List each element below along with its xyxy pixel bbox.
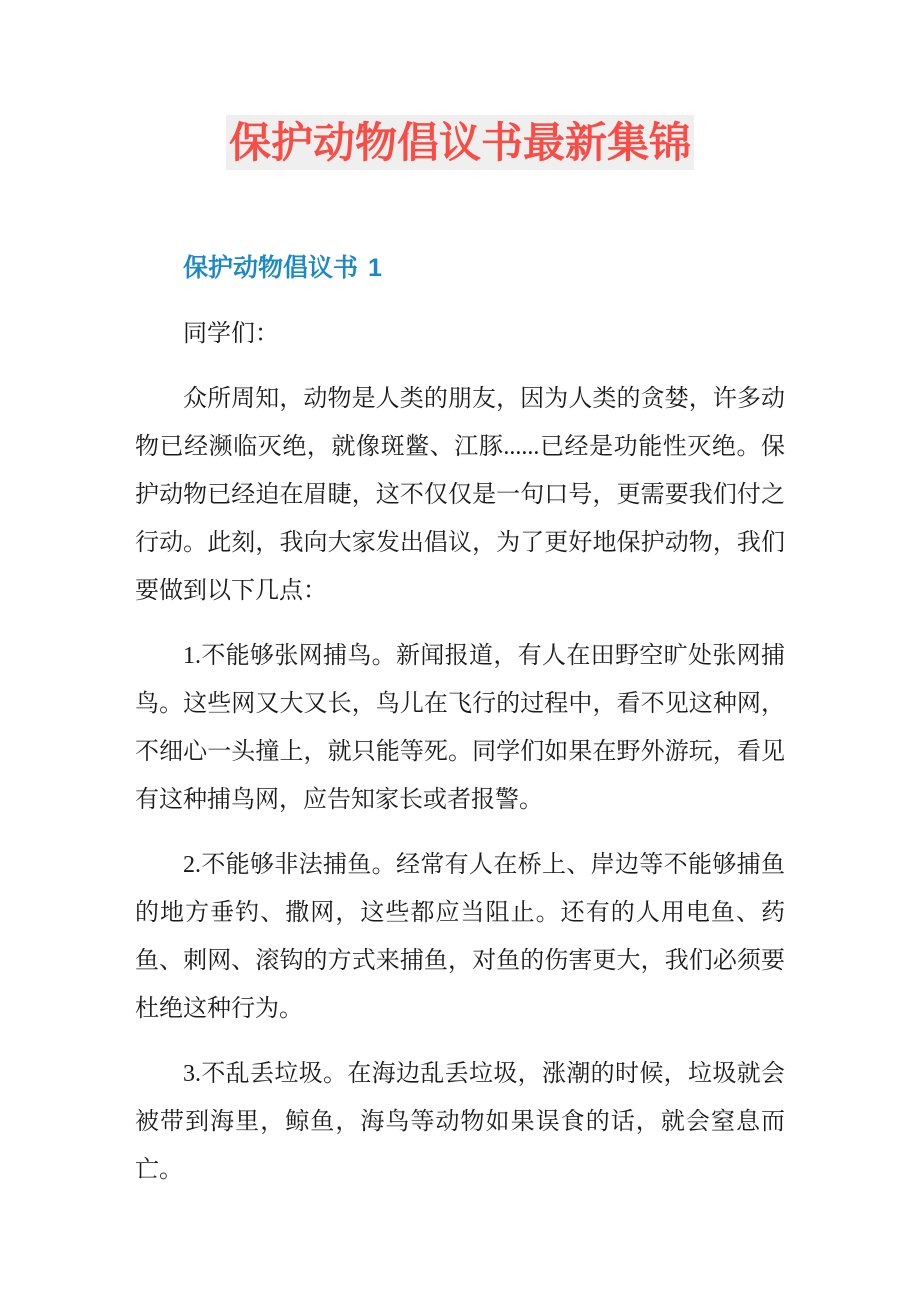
section-number: 1 bbox=[368, 254, 382, 282]
paragraph-point-1: 1.不能够张网捕鸟。新闻报道，有人在田野空旷处张网捕鸟。这些网又大又长，鸟儿在飞行的过程中，看不见这种网，不细心一头撞上，就只能等死。同学们如果在野外游玩，看见有这种捕鸟网，应告知家长或者报警。 bbox=[135, 643, 785, 813]
document-body bbox=[135, 310, 785, 1194]
paragraph-point-2: 2.不能够非法捕鱼。经常有人在桥上、岸边等不能够捕鱼的地方垂钓、撒网，这些都应当阻止。还有的人用电鱼、药鱼、刺网、滚钩的方式来捕鱼，对鱼的伤害更大，我们必须要杜绝这种行为。 bbox=[135, 852, 785, 1022]
paragraph-point-3: 3.不乱丢垃圾。在海边乱丢垃圾，涨潮的时候，垃圾就会被带到海里，鲸鱼，海鸟等动物如果误食的话，就会窒息而亡。 bbox=[135, 1061, 785, 1183]
section-heading bbox=[135, 251, 785, 285]
document-title bbox=[0, 114, 920, 172]
document-title-text: 保护动物倡议书最新集锦 bbox=[226, 115, 694, 170]
paragraph-intro: 众所周知，动物是人类的朋友，因为人类的贪婪，许多动物已经濒临灭绝，就像斑鳖、江豚......已经是功能性灭绝。保护动物已经迫在眉睫，这不仅仅是一句口号，更需要我们付之行动。此刻，我向大家发出倡议，为了更好地保护动物，我们要做到以下几点： bbox=[135, 386, 785, 604]
paragraph-salutation: 同学们： bbox=[183, 321, 279, 347]
section-heading-text: 保护动物倡议书 bbox=[183, 254, 359, 282]
